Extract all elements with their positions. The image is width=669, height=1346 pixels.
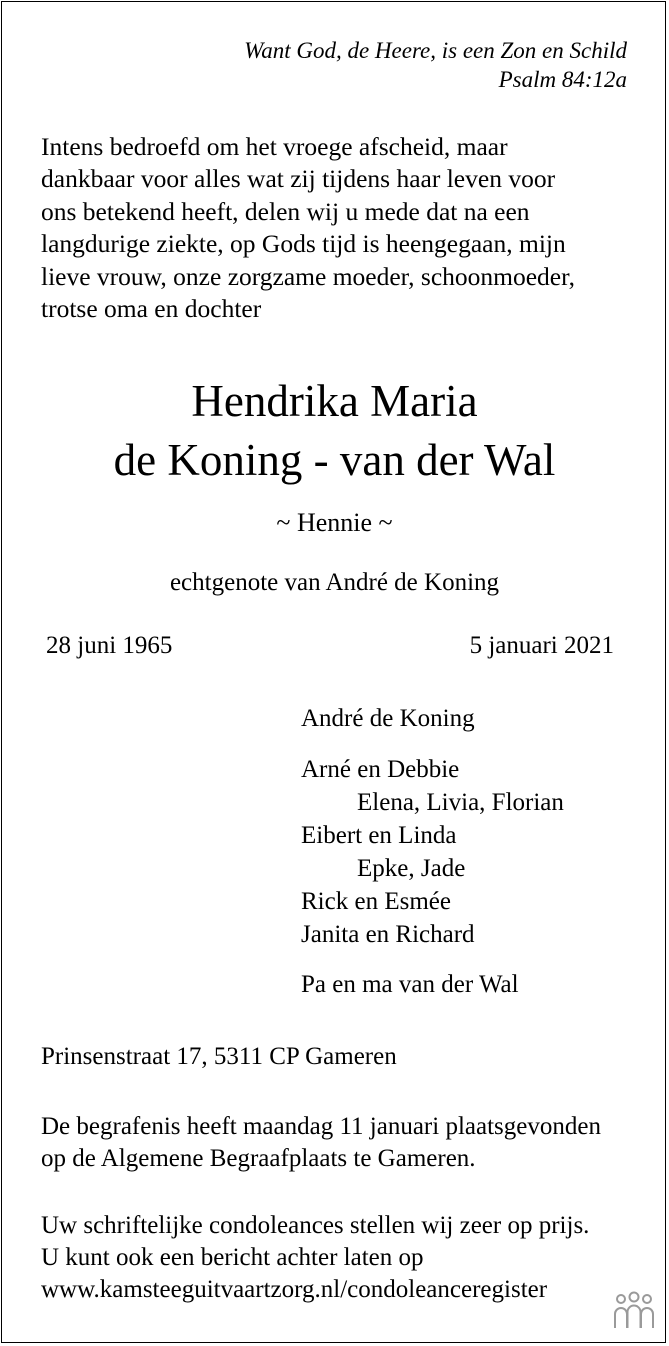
deceased-name-last: de Koning - van der Wal [113,435,556,485]
child-couple: Janita en Richard [301,921,475,948]
funeral-line: op de Algemene Begraafplaats te Gameren. [41,1145,476,1172]
bible-verse [244,36,627,94]
intro-line: langdurige ziekte, op Gods tijd is heengegaan, mijn [41,229,566,259]
spouse-line: echtgenote van André de Koning [169,569,500,596]
funeral-line: De begrafenis heeft maandag 11 januari plaatsgevonden [41,1113,601,1140]
family-parents: Pa en ma van der Wal [301,971,519,998]
condolence-line: Uw schriftelijke condoleances stellen wij zeer op prijs. [41,1212,590,1239]
deceased-name-first: Hendrika Maria [191,376,478,426]
verse-reference: Psalm 84:12a [498,67,627,92]
condolence-info [41,1210,589,1306]
grandchildren: Elena, Livia, Florian [357,789,564,816]
birth-date: 28 juni 1965 [46,632,173,659]
intro-line: dankbaar voor alles wat zij tijdens haar leven voor [41,164,556,194]
death-date: 5 januari 2021 [469,632,614,659]
family-children [301,753,564,951]
intro-text [41,131,575,325]
obituary-card [1,1,666,1343]
funeral-info [41,1111,601,1175]
intro-line: Intens bedroefd om het vroege afscheid, maar [41,132,508,161]
child-couple: Arné en Debbie [301,756,460,783]
nickname: ~ Hennie ~ [276,508,393,537]
grandchildren: Epke, Jade [357,855,466,882]
child-couple: Rick en Esmée [301,888,451,915]
condolence-line: U kunt ook een bericht achter laten op [41,1244,424,1271]
intro-line: trotse oma en dochter [41,294,262,324]
intro-line: ons betekend heeft, delen wij u mede dat na een [41,196,530,226]
child-couple: Eibert en Linda [301,822,457,849]
address: Prinsenstraat 17, 5311 CP Gameren [41,1043,397,1070]
family-spouse: André de Koning [301,705,475,732]
condolence-register-link[interactable]: www.kamsteeguitvaartzorg.nl/condoleanceregister [41,1276,548,1303]
verse-text: Want God, de Heere, is een Zon en Schild [244,38,627,63]
intro-line: lieve vrouw, onze zorgzame moeder, schoonmoeder, [41,261,575,291]
people-group-icon [611,1290,657,1330]
